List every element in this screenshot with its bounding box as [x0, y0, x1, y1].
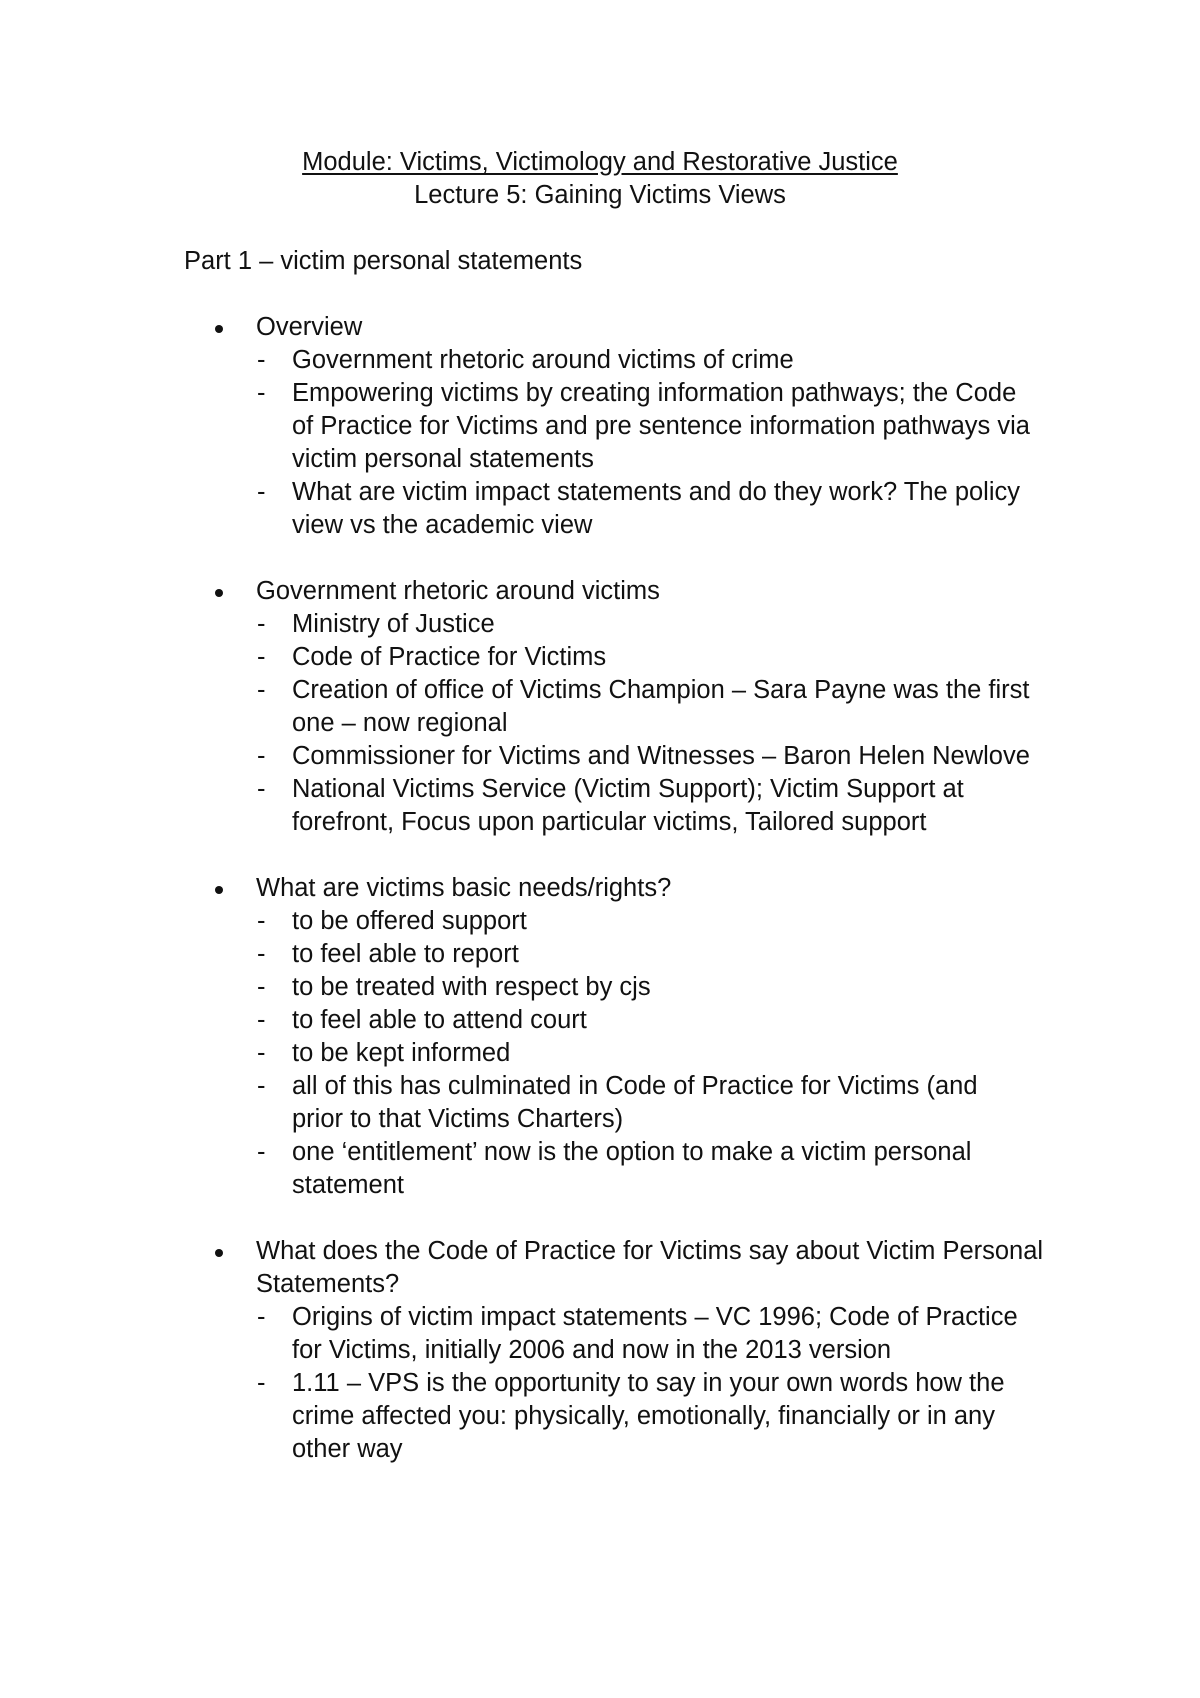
- list-item-text: Creation of office of Victims Champion – Sara Payne was the first one – now regional: [292, 676, 1030, 737]
- dash-icon: -: [257, 907, 266, 935]
- sub-item-list: [0, 608, 1200, 839]
- list-item-text: National Victims Service (Victim Support); Victim Support at forefront, Focus upon particular victims, Tailored support: [292, 775, 964, 836]
- list-item: [257, 1004, 1032, 1037]
- bullet-icon: [215, 325, 223, 333]
- lecture-title: Lecture 5: Gaining Victims Views: [414, 181, 786, 209]
- sub-item-list: [0, 344, 1200, 542]
- dash-icon: -: [257, 940, 266, 968]
- list-item-text: all of this has culminated in Code of Practice for Victims (and prior to that Victims Charters): [292, 1072, 978, 1133]
- dash-icon: -: [257, 775, 266, 803]
- list-item: [257, 938, 1032, 971]
- list-item-text: to feel able to attend court: [292, 1006, 587, 1034]
- list-item-text: Commissioner for Victims and Witnesses – Baron Helen Newlove: [292, 742, 1030, 770]
- list-item: [257, 1301, 1032, 1367]
- list-item-text: What are victim impact statements and do they work? The policy view vs the academic view: [292, 478, 1021, 539]
- document-header: [0, 146, 1200, 212]
- dash-icon: -: [257, 346, 266, 374]
- dash-icon: -: [257, 1039, 266, 1067]
- dash-icon: -: [257, 1006, 266, 1034]
- sub-item-list: [0, 905, 1200, 1202]
- list-item-text: to feel able to report: [292, 940, 519, 968]
- sections-list: [0, 311, 1200, 1499]
- dash-icon: -: [257, 1138, 266, 1166]
- dash-icon: -: [257, 379, 266, 407]
- section: [0, 872, 1200, 1202]
- list-item: [257, 773, 1032, 839]
- section: [0, 311, 1200, 542]
- list-item-text: to be kept informed: [292, 1039, 511, 1067]
- list-item: [257, 1136, 1032, 1202]
- section-title: Government rhetoric around victims: [256, 577, 660, 605]
- list-item-text: 1.11 – VPS is the opportunity to say in your own words how the crime affected you: physically, emotionally, financially or in any other way: [292, 1369, 1005, 1463]
- list-item: [257, 1367, 1032, 1466]
- list-item-text: Government rhetoric around victims of crime: [292, 346, 794, 374]
- dash-icon: -: [257, 973, 266, 1001]
- list-item-text: one ‘entitlement’ now is the option to make a victim personal statement: [292, 1138, 972, 1199]
- list-item-text: to be offered support: [292, 907, 527, 935]
- list-item-text: to be treated with respect by cjs: [292, 973, 651, 1001]
- list-item: [257, 344, 1032, 377]
- section-title: Overview: [256, 313, 363, 341]
- list-item-text: Ministry of Justice: [292, 610, 495, 638]
- list-item: [257, 377, 1032, 476]
- section: [0, 575, 1200, 839]
- dash-icon: -: [257, 610, 266, 638]
- list-item: [257, 1037, 1032, 1070]
- bullet-icon: [215, 1249, 223, 1257]
- bullet-icon: [215, 589, 223, 597]
- section-title: What does the Code of Practice for Victims say about Victim Personal Statements?: [256, 1237, 1044, 1298]
- list-item: [257, 971, 1032, 1004]
- dash-icon: -: [257, 1072, 266, 1100]
- module-title: Module: Victims, Victimology and Restorative Justice: [302, 148, 898, 176]
- list-item: [257, 674, 1032, 740]
- dash-icon: -: [257, 676, 266, 704]
- dash-icon: -: [257, 1369, 266, 1397]
- dash-icon: -: [257, 478, 266, 506]
- list-item: [257, 641, 1032, 674]
- list-item: [257, 740, 1032, 773]
- dash-icon: -: [257, 742, 266, 770]
- section-title: What are victims basic needs/rights?: [256, 874, 672, 902]
- section: [0, 1235, 1200, 1466]
- sub-item-list: [0, 1301, 1200, 1466]
- list-item: [257, 476, 1032, 542]
- bullet-icon: [215, 886, 223, 894]
- list-item: [257, 608, 1032, 641]
- list-item-text: Empowering victims by creating information pathways; the Code of Practice for Victims and pre sentence information pathways via victim personal statements: [292, 379, 1030, 473]
- dash-icon: -: [257, 1303, 266, 1331]
- list-item: [257, 905, 1032, 938]
- dash-icon: -: [257, 643, 266, 671]
- part-heading: Part 1 – victim personal statements: [184, 247, 583, 275]
- list-item-text: Origins of victim impact statements – VC 1996; Code of Practice for Victims, initially 2006 and now in the 2013 version: [292, 1303, 1018, 1364]
- list-item: [257, 1070, 1032, 1136]
- list-item-text: Code of Practice for Victims: [292, 643, 607, 671]
